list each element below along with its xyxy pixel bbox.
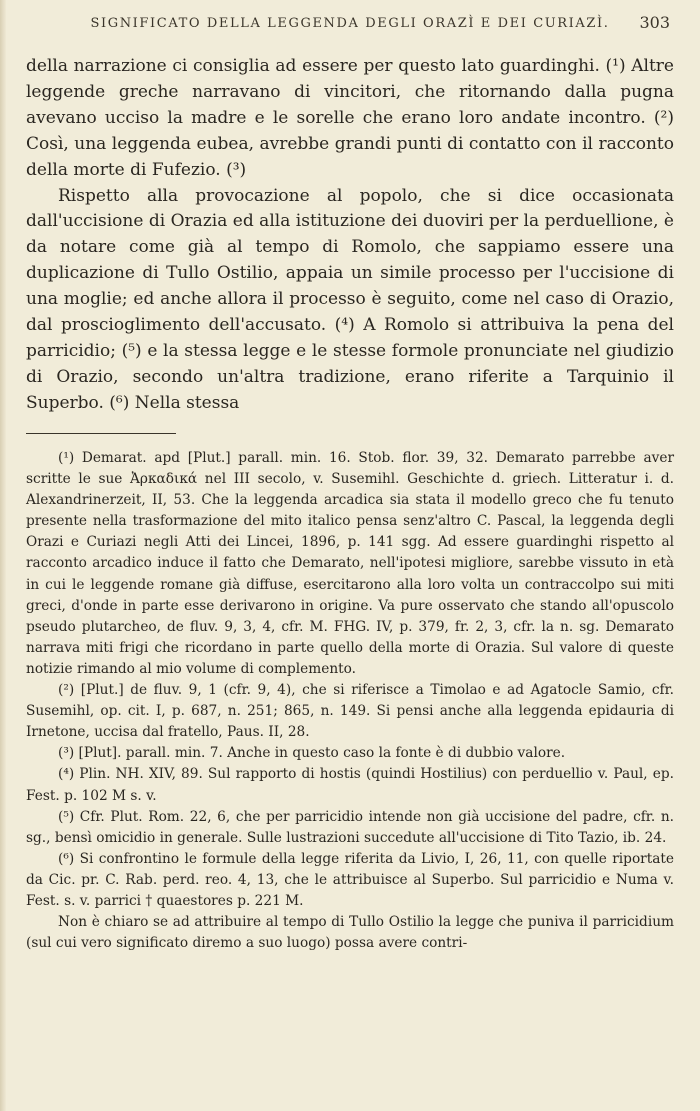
main-text [26,54,674,417]
footnote-2: (²) [Plut.] de fluv. 9, 1 (cfr. 9, 4), che si riferisce a Timolao e ad Agatocle Samio, cfr. Susemihl, op. cit. I, p. 687, n. 251; 865, n. 149. Si pensi anche alla leggenda epidauria di Irnetone, uccisa dal fratello, Paus. II, 28. [26,682,674,741]
footnote-continuation: Non è chiaro se ad attribuire al tempo di Tullo Ostilio la legge che puniva il parricidium (sul cui vero significato diremo a suo luogo) possa avere contri- [26,914,674,952]
footnote-3: (³) [Plut]. parall. min. 7. Anche in questo caso la fonte è di dubbio valore. [58,745,566,762]
footnote-5: (⁵) Cfr. Plut. Rom. 22, 6, che per parricidio intende non già uccisione del padre, cfr. n. sg., bensì omicidio in generale. Sulle lustrazioni succedute all'uccisione di Tito Tazio, ib. 24. [26,808,674,846]
page-number: 303 [639,13,670,32]
footnotes [26,448,674,954]
main-paragraph-1: della narrazione ci consiglia ad essere per questo lato guardinghi. (¹) Altre leggende greche narravano di vincitori, che ritornando dalla pugna avevano ucciso la madre e le sorelle che erano loro andate incontro. (²) Così, una leggenda eubea, avrebbe grandi punti di contatto con il racconto della morte di Fufezio. (³) [26,56,674,180]
page-spine-shadow [0,0,6,1111]
running-header [80,16,620,31]
running-title: SIGNIFICATO DELLA LEGGENDA DEGLI ORAZÌ E DEI CURIAZÌ. [90,16,610,31]
footnote-1: (¹) Demarat. apd [Plut.] parall. min. 16. Stob. flor. 39, 32. Demarato parrebbe aver scritte le sue Ἀρκαδικά nel III secolo, v. Susemihl. Geschichte d. griech. Litteratur i. d. Alexandrinerzeit, II, 53. Che la leggenda arcadica sia stata il modello greco che fu tenuto presente nella trasformazione del mito italico pensa senz'altro C. Pascal, la leggenda degli Orazi e Curiazi negli Atti dei Lincei, 1896, p. 141 sgg. Ad essere guardinghi rispetto al racconto arcadico induce il fatto che Demarato, nell'ipotesi migliore, sarebbe vissuto in età in cui le leggende romane già diffuse, esercitarono alla loro volta un contraccolpo sui miti greci, d'onde in parte esse derivarono in origine. Va pure osservato che stando all'opuscolo pseudo plutarcheo, de fluv. 9, 3, 4, cfr. M. FHG. IV, p. 379, fr. 2, 3, cfr. la n. sg. Demarato narrava miti frigi che ricordano in parte quello della morte di Orazia. Sul valore di queste notizie rimando al mio volume di complemento. [26,450,674,677]
main-paragraph-2: Rispetto alla provocazione al popolo, che si dice occasionata dall'uccisione di Orazia ed alla istituzione dei duoviri per la perduellione, è da notare come già al tempo di Romolo, che sappiamo essere una duplicazione di Tullo Ostilio, appaia un simile processo per l'uccisione di una moglie; ed anche allora il processo è seguito, come nel caso di Orazio, dal proscioglimento dell'accusato. (⁴) A Romolo si attribuiva la pena del parricidio; (⁵) e la stessa legge e le stesse formole pronunciate nel giudizio di Orazio, secondo un'altra tradizione, erano riferite a Tarquinio il Superbo. (⁶) Nella stessa [26,185,674,413]
footnote-4: (⁴) Plin. NH. XIV, 89. Sul rapporto di hostis (quindi Hostilius) con perduellio v. Paul, ep. Fest. p. 102 M s. v. [26,766,674,804]
footnote-6: (⁶) Si confrontino le formule della legge riferita da Livio, I, 26, 11, con quelle riportate da Cic. pr. C. Rab. perd. reo. 4, 13, che le attribuisce al Superbo. Sul parricidio e Numa v. Fest. s. v. parrici † quaestores p. 221 M. [26,850,674,909]
footnote-separator [26,433,176,434]
